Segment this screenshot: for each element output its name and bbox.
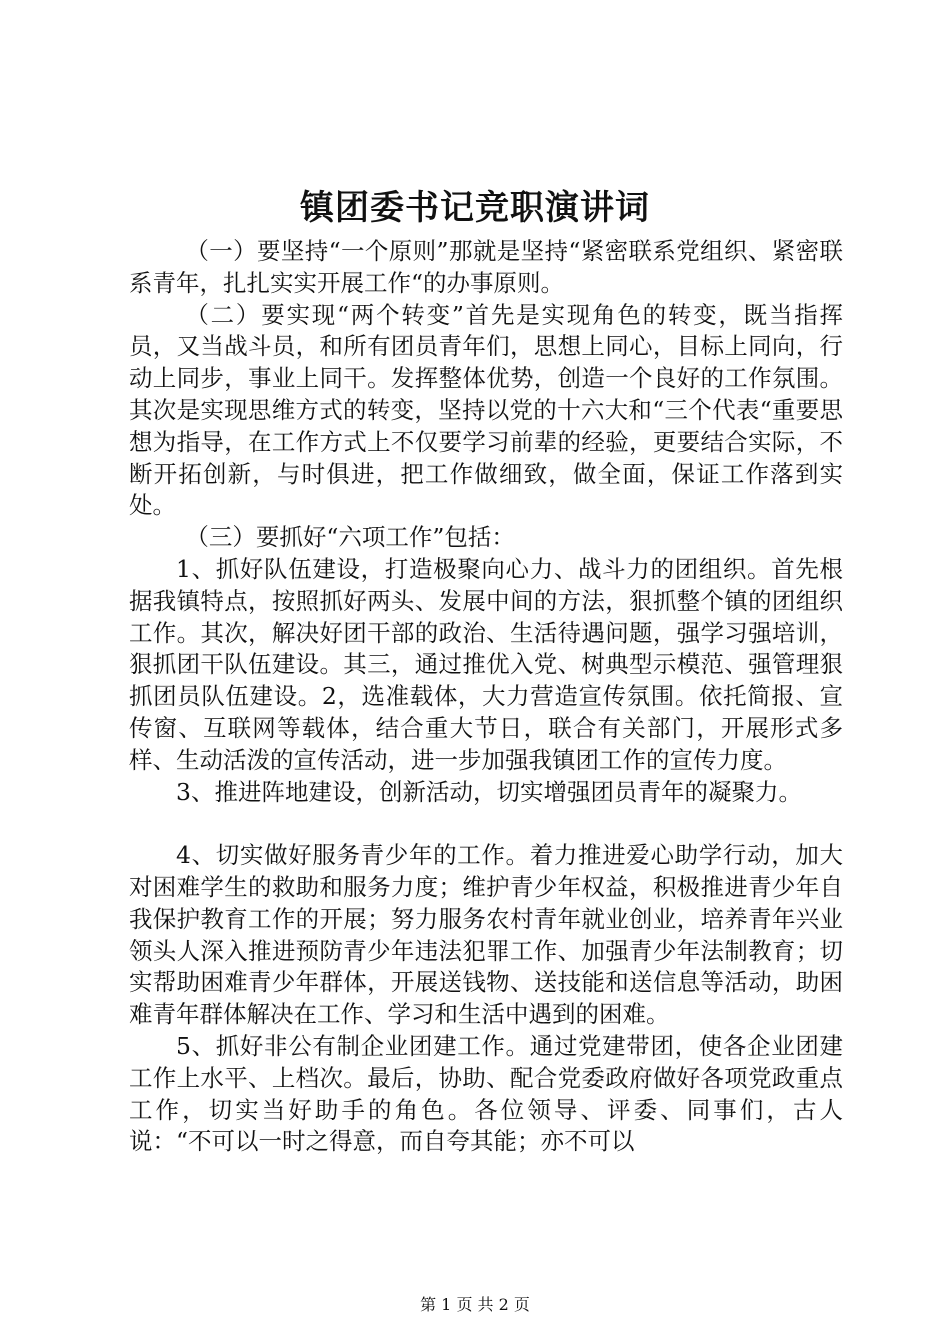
document-title: 镇团委书记竞职演讲词 bbox=[300, 188, 650, 228]
document-body bbox=[129, 236, 843, 1158]
paragraph-transformations: （二）要实现“两个转变”首先是实现角色的转变，既当指挥员，又当战斗员，和所有团员青年们，思想上同心，目标上同向，行动上同步，事业上同干。发挥整体优势，创造一个良好的工作氛围。其次是实现思维方式的转变，坚持以党的十六大和“三个代表“重要思想为指导，在工作方式上不仅要学习前辈的经验，更要结合实际，不断开拓创新，与时俱进，把工作做细致，做全面，保证工作落到实处。 bbox=[129, 300, 843, 520]
paragraph-task-3: 3、推进阵地建设，创新活动，切实增强团员青年的凝聚力。 bbox=[176, 777, 802, 806]
paragraph-task-1: 1、抓好队伍建设，打造极聚向心力、战斗力的团组织。首先根据我镇特点，按照抓好两头、发展中间的方法，狠抓整个镇的团组织工作。其次，解决好团干部的政治、生活待遇问题，强学习强培训，狠抓团干队伍建设。其三，通过推优入党、树典型示模范、强管理狠抓团员队伍建设。2，选准载体，大力营造宣传氛围。依托简报、宣传窗、互联网等载体，结合重大节日，联合有关部门，开展形式多样、生动活泼的宣传活动，进一步加强我镇团工作的宣传力度。 bbox=[129, 554, 843, 774]
page-footer: 第 1 页 共 2 页 bbox=[420, 1295, 530, 1314]
paragraph-task-4: 4、切实做好服务青少年的工作。着力推进爱心助学行动，加大对困难学生的救助和服务力度；维护青少年权益，积极推进青少年自我保护教育工作的开展；努力服务农村青年就业创业，培养青年兴业领头人深入推进预防青少年违法犯罪工作、加强青少年法制教育；切实帮助困难青少年群体，开展送钱物、送技能和送信息等活动，助困难青年群体解决在工作、学习和生活中遇到的困难。 bbox=[129, 841, 843, 1029]
paragraph-principle: （一）要坚持“一个原则”那就是坚持“紧密联系党组织、紧密联系青年，扎扎实实开展工作“的办事原则。 bbox=[129, 237, 843, 297]
paragraph-task-5: 5、抓好非公有制企业团建工作。通过党建带团，使各企业团建工作上水平、上档次。最后，协助、配合党委政府做好各项党政重点工作，切实当好助手的角色。各位领导、评委、同事们，古人说：“不可以一时之得意，而自夸其能；亦不可以 bbox=[129, 1031, 843, 1156]
paragraph-six-tasks-heading: （三）要抓好“六项工作”包括： bbox=[185, 523, 515, 552]
paragraph-spacer bbox=[129, 808, 843, 840]
